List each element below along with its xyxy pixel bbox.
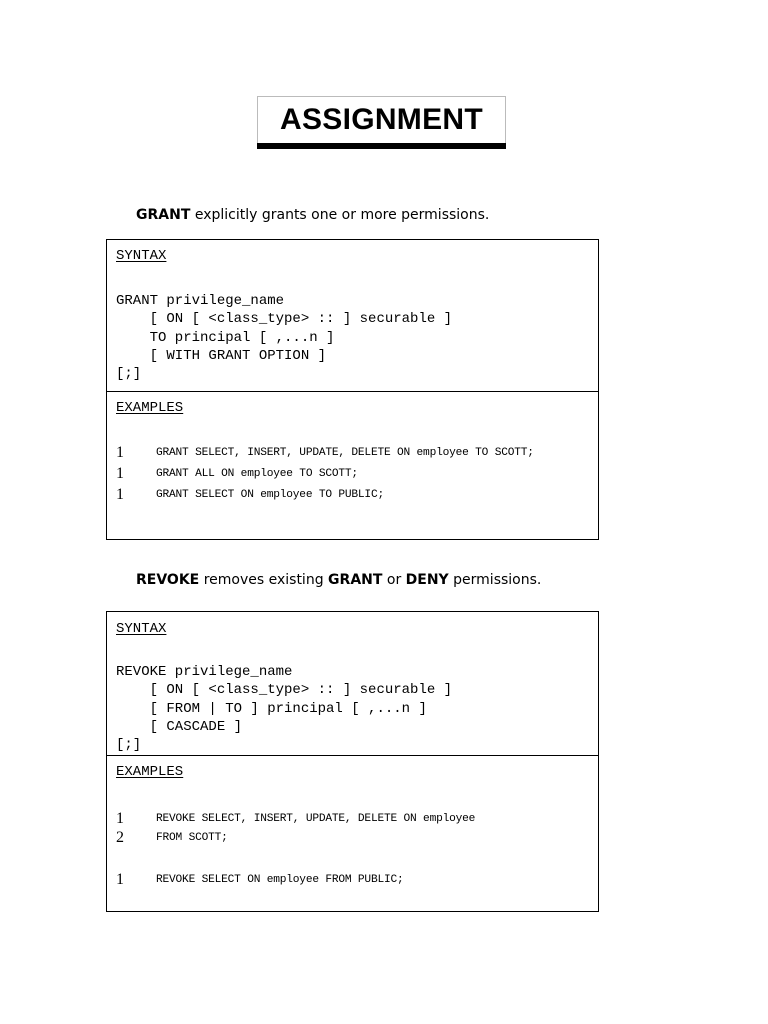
- example-line-number: 2: [116, 829, 124, 846]
- grant-description-text: explicitly grants one or more permissions.: [190, 207, 490, 223]
- grant-keyword: GRANT: [328, 572, 383, 588]
- title-block: [257, 96, 506, 151]
- revoke-syntax-heading: SYNTAX: [116, 621, 167, 637]
- revoke-example-row: [116, 830, 586, 846]
- grant-keyword: GRANT: [136, 207, 191, 223]
- deny-keyword: DENY: [405, 572, 449, 588]
- title-underline-bar: [257, 143, 506, 149]
- revoke-box: [106, 611, 599, 912]
- grant-box: [106, 239, 599, 540]
- example-code: FROM SCOTT;: [156, 832, 228, 844]
- grant-example-row: [116, 445, 586, 461]
- grant-examples-heading: EXAMPLES: [116, 400, 184, 416]
- revoke-syntax-section: [107, 612, 598, 756]
- grant-syntax-code: GRANT privilege_name [ ON [ <class_type> :: ] securable ] TO principal [ ,...n ] [ WITH GRANT OPTION ] [;]: [116, 293, 453, 383]
- grant-example-row: [116, 487, 586, 503]
- revoke-description-text: or: [382, 572, 406, 588]
- grant-examples-section: [107, 392, 598, 539]
- page-title: ASSIGNMENT: [257, 96, 506, 143]
- revoke-description-text: permissions.: [448, 572, 542, 588]
- example-line-number: 1: [116, 871, 124, 888]
- example-code: REVOKE SELECT ON employee FROM PUBLIC;: [156, 874, 404, 886]
- grant-description: [136, 206, 489, 224]
- example-code: REVOKE SELECT, INSERT, UPDATE, DELETE ON employee: [156, 813, 476, 825]
- revoke-keyword: REVOKE: [136, 572, 200, 588]
- revoke-examples-heading: EXAMPLES: [116, 764, 184, 780]
- revoke-example-row: [116, 872, 586, 888]
- grant-syntax-heading: SYNTAX: [116, 248, 167, 264]
- revoke-examples-section: [107, 756, 598, 911]
- revoke-description: [136, 571, 541, 589]
- example-line-number: 1: [116, 810, 124, 827]
- example-code: GRANT SELECT, INSERT, UPDATE, DELETE ON employee TO SCOTT;: [156, 447, 534, 459]
- revoke-description-text: removes existing: [199, 572, 329, 588]
- example-code: GRANT SELECT ON employee TO PUBLIC;: [156, 489, 384, 501]
- grant-syntax-section: [107, 240, 598, 392]
- revoke-example-row: [116, 811, 586, 827]
- example-line-number: 1: [116, 444, 124, 461]
- example-code: GRANT ALL ON employee TO SCOTT;: [156, 468, 358, 480]
- revoke-syntax-code: REVOKE privilege_name [ ON [ <class_type> :: ] securable ] [ FROM | TO ] principal [ ,...n ] [ CASCADE ] [;]: [116, 664, 453, 754]
- grant-example-row: [116, 466, 586, 482]
- example-line-number: 1: [116, 465, 124, 482]
- example-line-number: 1: [116, 486, 124, 503]
